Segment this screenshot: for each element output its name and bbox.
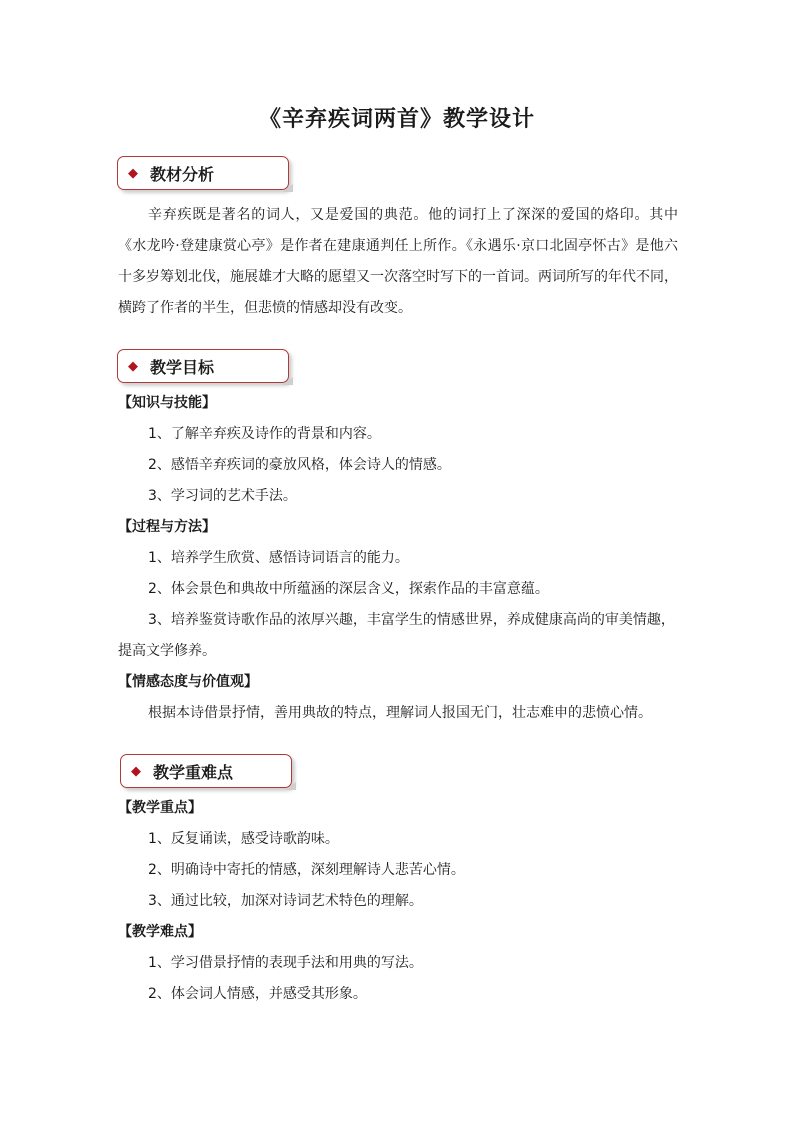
diamond-icon: ◆ (131, 763, 141, 779)
list-item: 3、通过比较，加深对诗词艺术特色的理解。 (148, 893, 423, 909)
list-item: 3、学习词的艺术手法。 (148, 488, 297, 504)
list-item: 根据本诗借景抒情，善用典故的特点，理解词人报国无门，壮志难申的悲愤心情。 (148, 705, 652, 721)
list-item: 2、感悟辛弃疾词的豪放风格，体会诗人的情感。 (148, 457, 451, 473)
section-header-analysis (117, 156, 289, 190)
diamond-icon: ◆ (128, 358, 138, 374)
list-item: 2、体会景色和典故中所蕴涵的深层含义，探索作品的丰富意蕴。 (148, 581, 549, 597)
diamond-icon: ◆ (128, 165, 138, 181)
list-item: 1、学习借景抒情的表现手法和用典的写法。 (148, 955, 423, 971)
section-label: 教材分析 (150, 164, 215, 184)
page-curl-decoration (283, 377, 293, 385)
list-item: 2、体会词人情感，并感受其形象。 (148, 986, 367, 1002)
page-title: 《辛弃疾词两首》教学设计 (258, 106, 535, 132)
section-label: 教学目标 (150, 357, 215, 377)
list-item: 1、反复诵读，感受诗歌韵味。 (148, 831, 339, 847)
page-curl-decoration (286, 782, 296, 790)
list-item: 1、了解辛弃疾及诗作的背景和内容。 (148, 426, 381, 442)
sub-heading: 【过程与方法】 (118, 519, 216, 535)
sub-heading: 【知识与技能】 (118, 395, 216, 411)
section-header-objectives (117, 349, 289, 383)
sub-heading: 【教学重点】 (118, 800, 202, 816)
section-body-objectives (118, 388, 678, 729)
section-body-analysis (118, 200, 678, 324)
sub-heading: 【教学难点】 (118, 924, 202, 940)
section-label: 教学重难点 (153, 762, 234, 782)
section-header-key-points (120, 754, 292, 788)
list-item: 3、培养鉴赏诗歌作品的浓厚兴趣，丰富学生的情感世界，养成健康高尚的审美情趣，提高文学修养。 (118, 612, 675, 659)
page-curl-decoration (283, 184, 293, 192)
list-item: 1、培养学生欣赏、感悟诗词语言的能力。 (148, 550, 409, 566)
sub-heading: 【情感态度与价值观】 (118, 674, 258, 690)
list-item: 2、明确诗中寄托的情感，深刻理解诗人悲苦心情。 (148, 862, 465, 878)
analysis-paragraph: 辛弃疾既是著名的词人，又是爱国的典范。他的词打上了深深的爱国的烙印。其中《水龙吟·登建康赏心亭》是作者在建康通判任上所作。《永遇乐·京口北固亭怀古》是他六十多岁筹划北伐，施展雄才大略的愿望又一次落空时写下的一首词。两词所写的年代不同，横跨了作者的半生，但悲愤的情感却没有改变。 (118, 207, 678, 316)
section-body-key-points (118, 793, 678, 1010)
